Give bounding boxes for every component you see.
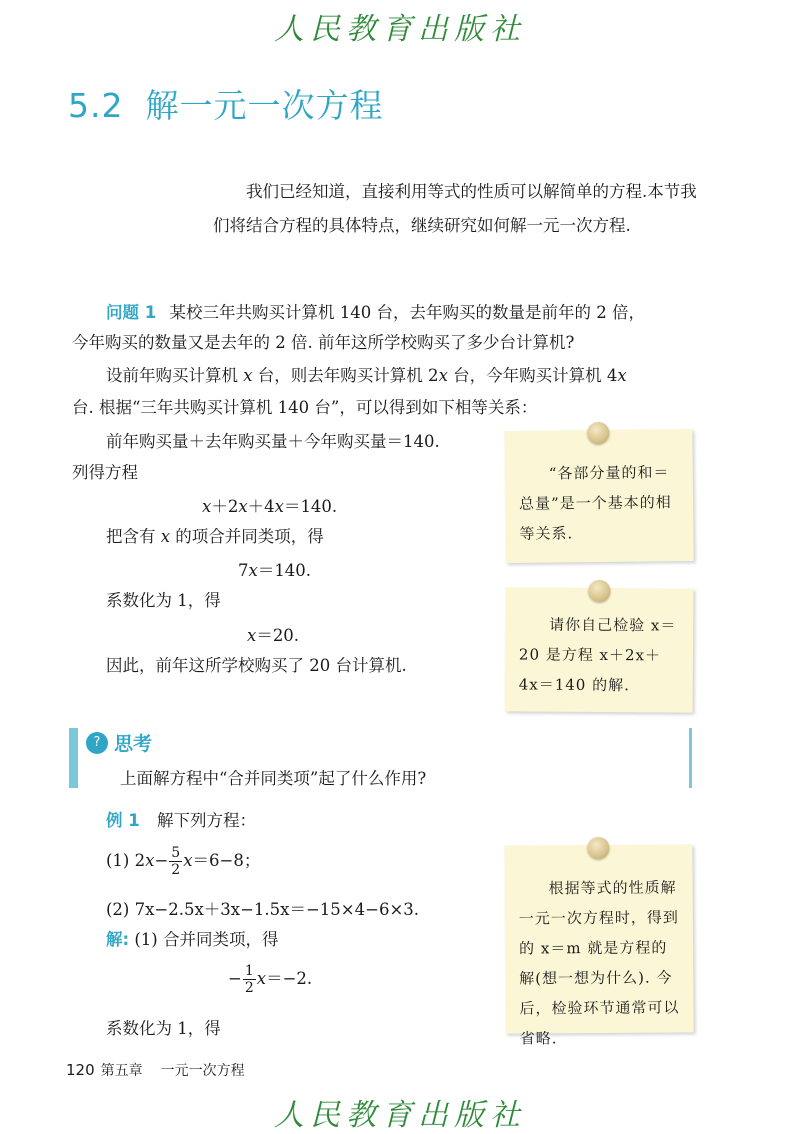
pushpin-icon [587, 422, 609, 444]
solution-coefficient: 系数化为 1，得 [106, 1019, 221, 1038]
think-question: 上面解方程中“合并同类项”起了什么作用? [120, 769, 427, 788]
fraction-5-2: $\frac{5}{2}$ [171, 845, 181, 878]
section-title [68, 80, 383, 127]
page-number: 120 [66, 1061, 95, 1079]
solution-equation: − $\frac{1}{2}$ x＝−2. [228, 963, 313, 996]
lie-de: 列得方程 [72, 463, 138, 482]
coefficient-step: 系数化为 1，得 [106, 591, 221, 610]
sticky-note-1 [504, 429, 693, 563]
example-text: 解下列方程： [156, 811, 256, 830]
problem-line-2: 今年购买的数量又是去年的 2 倍. 前年这所学校购买了多少台计算机? [72, 333, 575, 352]
think-title: 思考 [114, 733, 153, 755]
section-number: 5.2 [68, 86, 124, 125]
note-text-1: “各部分量的和＝总量”是一个基本的相等关系. [518, 463, 672, 543]
problem-text-1: 某校三年共购买计算机 140 台，去年购买的数量是前年的 2 倍， [169, 303, 645, 322]
page-footer [66, 1060, 245, 1080]
pushpin-icon [587, 837, 609, 859]
conclusion: 因此，前年这所学校购买了 20 台计算机. [106, 656, 407, 675]
solution-step-1: (1) 合并同类项，得 [134, 930, 279, 949]
combine-step: 把含有 x 的项合并同类项，得 [106, 527, 324, 546]
example-part-1: (1) 2x− $\frac{5}{2}$ x＝6−8； [106, 845, 261, 878]
solution-line-1 [106, 925, 278, 954]
chapter-label: 第五章 [100, 1063, 143, 1079]
setup-line-2: 台. 根据“三年共购买计算机 140 台”，可以得到如下相等关系： [72, 398, 538, 417]
publisher-header: 人民教育出版社 [274, 12, 526, 47]
pushpin-icon [588, 580, 610, 602]
problem-label: 问题 1 [106, 303, 157, 322]
chapter-title: 一元一次方程 [160, 1063, 245, 1079]
equation-1: x＋2x＋4x＝140. [202, 497, 338, 516]
section-title-text: 解一元一次方程 [145, 86, 384, 125]
example-label: 例 1 [106, 811, 140, 830]
note-text-3: 根据等式的性质解一元一次方程时，得到的 x＝m 就是方程的解(想一想为什么). 今后，检验环节通常可以省略. [518, 878, 680, 1048]
sticky-note-3 [504, 844, 693, 1048]
relation: 前年购买量＋去年购买量＋今年购买量＝140. [106, 432, 440, 451]
intro-paragraph: 我们已经知道，直接利用等式的性质可以解简单的方程.本节我们将结合方程的具体特点，继续研究如何解一元一次方程. [213, 182, 697, 235]
problem-line-1 [106, 298, 706, 327]
publisher-footer: 人民教育出版社 [274, 1098, 526, 1133]
lightbulb-icon: ? [86, 732, 108, 754]
equation-2: 7x＝140. [238, 561, 312, 580]
example-heading [106, 806, 256, 835]
example-part-2: (2) 7x−2.5x＋3x−1.5x＝−15×4−6×3. [106, 900, 420, 919]
think-bar-left [69, 728, 78, 788]
note-text-2: 请你自己检验 x＝20 是方程 x＋2x＋4x＝140 的解. [518, 615, 677, 695]
equation-3: x＝20. [247, 626, 300, 645]
setup-line-1: 设前年购买计算机 x 台，则去年购买计算机 2x 台，今年购买计算机 4x [106, 366, 627, 385]
sticky-note-2 [505, 587, 694, 712]
solution-label: 解: [106, 930, 130, 949]
think-bar-right [689, 728, 692, 788]
fraction-1-2: $\frac{1}{2}$ [244, 963, 254, 996]
